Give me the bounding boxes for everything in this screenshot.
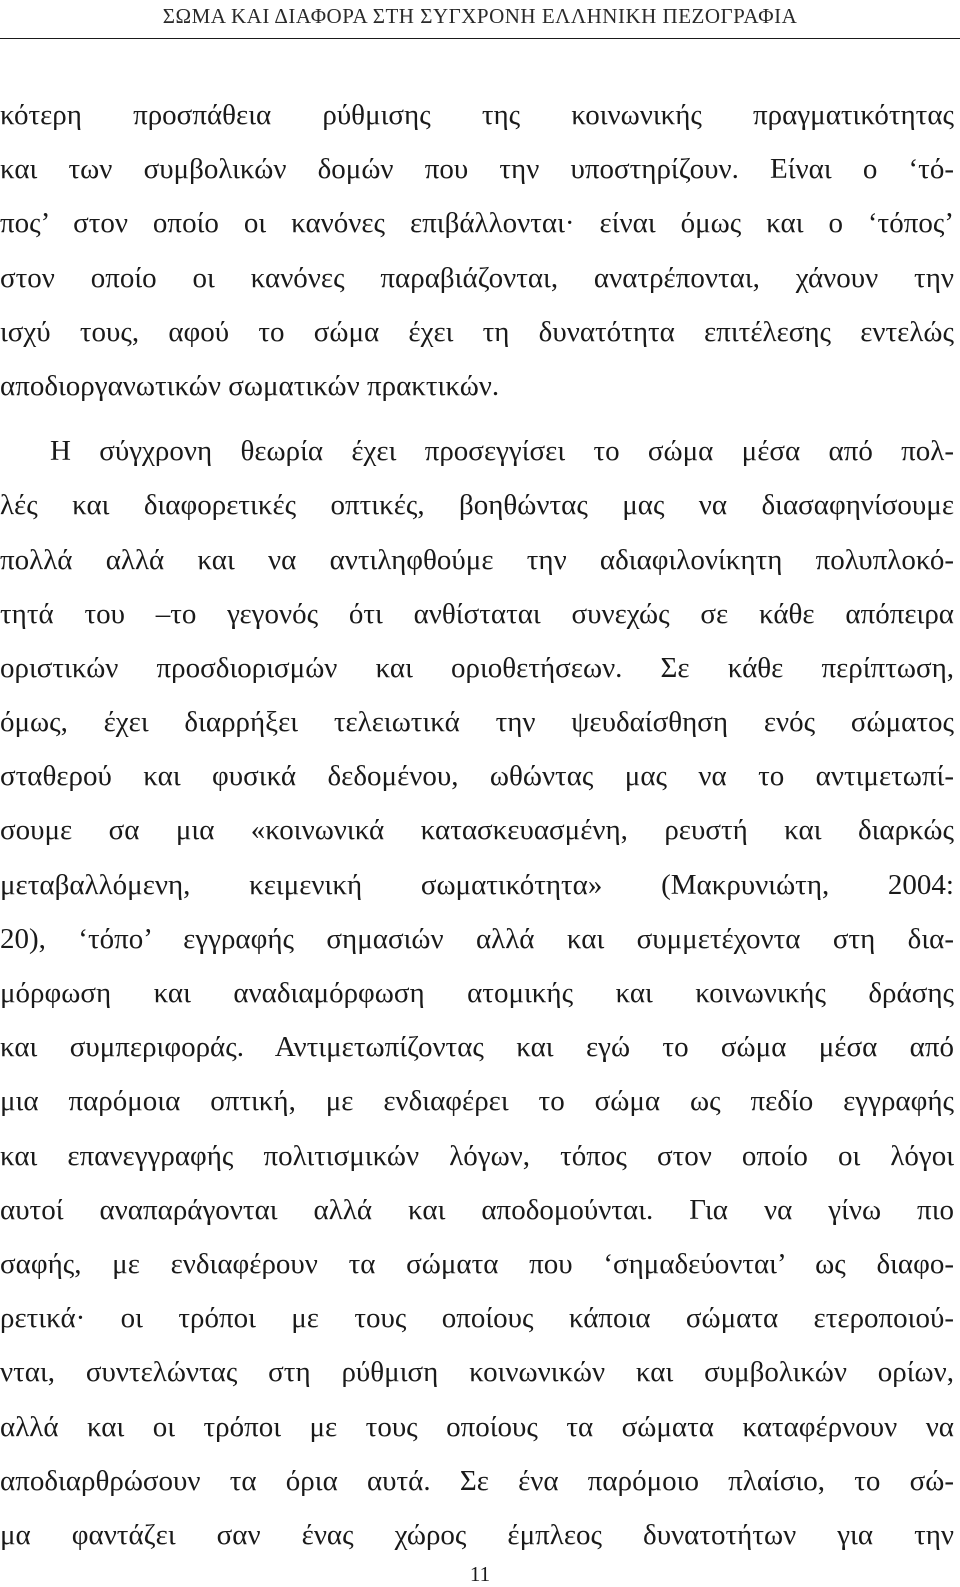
- text-line: αλλά και οι τρόποι με τους οποίους τα σώματα καταφέρνουν να: [0, 1410, 954, 1443]
- text-line: και των συμβολικών δομών που την υποστηρίζουν. Είναι ο ‘τό-: [0, 153, 954, 186]
- text-line: σουμε σα μια «κοινωνικά κατασκευασμένη, ρευστή και διαρκώς: [0, 814, 954, 847]
- text-line: κότερη προσπάθεια ρύθμισης της κοινωνικής πραγματικότητας: [0, 99, 954, 131]
- text-line: αποδιοργανωτικών σωματικών πρακτικών.: [0, 369, 500, 402]
- text-line: στον οποίο οι κανόνες παραβιάζονται, ανατρέπονται, χάνουν την: [0, 261, 954, 294]
- text-line: όμως, έχει διαρρήξει τελειωτικά την ψευδαίσθηση ενός σώματος: [0, 706, 954, 739]
- text-line: σαφής, με ενδιαφέρουν τα σώματα που ‘σημαδεύονται’ ως διαφο-: [0, 1247, 954, 1280]
- text-line: ρετικά· οι τρόποι με τους οποίους κάποια σώματα ετεροποιού-: [0, 1302, 954, 1335]
- text-line: 20), ‘τόπο’ εγγραφής σημασιών αλλά και συμμετέχοντα στη δια-: [0, 922, 954, 955]
- text-line: μια παρόμοια οπτική, με ενδιαφέρει το σώμα ως πεδίο εγγραφής: [0, 1085, 954, 1118]
- text-line: μεταβαλλόμενη, κειμενική σωματικότητα» (Μακρυνιώτη, 2004:: [0, 868, 954, 901]
- text-line: ισχύ τους, αφού το σώμα έχει τη δυνατότητα επιτέλεσης εντελώς: [0, 315, 954, 348]
- page-body: [0, 88, 954, 1562]
- paragraph-1: [0, 88, 954, 413]
- text-line: πος’ στον οποίο οι κανόνες επιβάλλονται· είναι όμως και ο ‘τόπος’: [0, 207, 954, 240]
- text-line: και συμπεριφοράς. Αντιμετωπίζοντας και εγώ το σώμα μέσα από: [0, 1031, 954, 1064]
- text-line: λές και διαφορετικές οπτικές, βοηθώντας μας να διασαφηνίσουμε: [0, 489, 954, 522]
- text-line: σταθερού και φυσικά δεδομένου, ωθώντας μας να το αντιμετωπί-: [0, 760, 954, 793]
- page-number: 11: [469, 1562, 491, 1586]
- text-line: νται, συντελώντας στη ρύθμιση κοινωνικών και συμβολικών ορίων,: [0, 1356, 954, 1389]
- header-divider: [0, 38, 960, 39]
- text-line: αποδιαρθρώσουν τα όρια αυτά. Σε ένα παρόμοιο πλαίσιο, το σώ-: [0, 1464, 954, 1497]
- text-line: μόρφωση και αναδιαμόρφωση ατομικής και κοινωνικής δράσης: [0, 977, 954, 1009]
- text-line: Η σύγχρονη θεωρία έχει προσεγγίσει το σώμα μέσα από πολ-: [50, 435, 954, 468]
- text-line: αυτοί αναπαράγονται αλλά και αποδομούνται. Για να γίνω πιο: [0, 1193, 954, 1226]
- text-line: οριστικών προσδιορισμών και οριοθετήσεων. Σε κάθε περίπτωση,: [0, 651, 954, 684]
- text-line: τητά του –το γεγονός ότι ανθίσταται συνεχώς σε κάθε απόπειρα: [0, 597, 954, 630]
- paragraph-gap: [0, 413, 954, 424]
- text-line: πολλά αλλά και να αντιληφθούμε την αδιαφιλονίκητη πολυπλοκό-: [0, 543, 954, 576]
- text-line: και επανεγγραφής πολιτισμικών λόγων, τόπος στον οποίο οι λόγοι: [0, 1139, 954, 1172]
- text-line: μα φαντάζει σαν ένας χώρος έμπλεος δυνατοτήτων για την: [0, 1518, 954, 1551]
- running-header-title: ΣΩΜΑ ΚΑΙ ΔΙΑΦΟΡΑ ΣΤΗ ΣΥΓΧΡΟΝΗ ΕΛΛΗΝΙΚΗ ΠΕΖΟΓΡΑΦΙΑ: [162, 4, 798, 28]
- paragraph-2: [0, 424, 954, 1562]
